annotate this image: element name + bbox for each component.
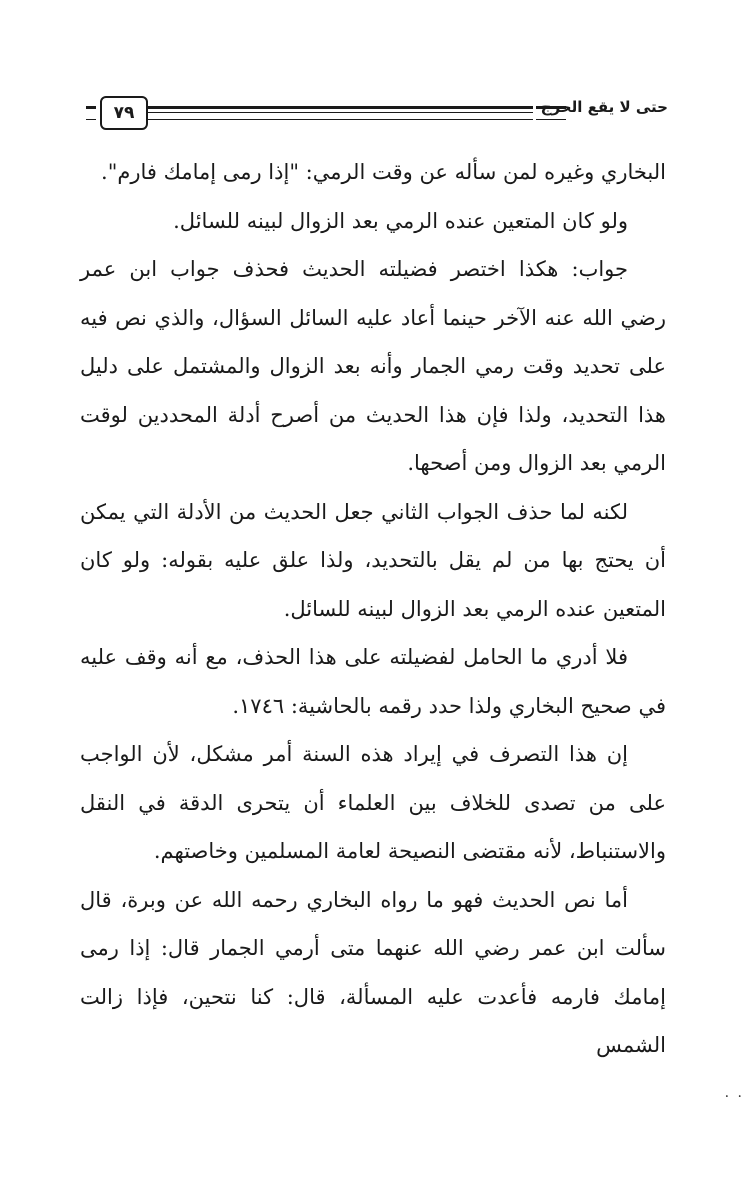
corner-mark: . . <box>724 1085 744 1101</box>
header-rule <box>148 106 533 120</box>
paragraph: فلا أدري ما الحامل لفضيلته على هذا الحذف، مع أنه وقف عليه في صحيح البخاري ولذا حدد رقمه بالحاشية: ١٧٤٦. <box>80 645 666 718</box>
page-header <box>86 96 668 132</box>
running-title: حتى لا يقع الحرج <box>540 98 668 116</box>
header-rule-left <box>86 106 96 120</box>
paragraph: أما نص الحديث فهو ما رواه البخاري رحمه الله عن وبرة، قال سألت ابن عمر رضي الله عنهما متى أرمي الجمار قال: إذا رمى إمامك فارمه فأعدت عليه المسألة، قال: كنا نتحين، فإذا زالت الشمس <box>80 887 666 1057</box>
paragraph: إن هذا التصرف في إيراد هذه السنة أمر مشكل، لأن الواجب على من تصدى للخلاف بين العلماء أن يتحرى الدقة في النقل والاستنباط، لأنه مقتضى النصيحة لعامة المسلمين وخاصتهم. <box>80 742 666 863</box>
page-number: ٧٩ <box>100 96 148 130</box>
paragraph: ولو كان المتعين عنده الرمي بعد الزوال لبينه للسائل. <box>173 208 628 233</box>
paragraph: لكنه لما حذف الجواب الثاني جعل الحديث من الأدلة التي يمكن أن يحتج بها من لم يقل بالتحديد، ولذا علق عليه بقوله: ولو كان المتعين عنده الرمي بعد الزوال لبينه للسائل. <box>80 499 666 621</box>
paragraph: البخاري وغيره لمن سأله عن وقت الرمي: "إذا رمى إمامك فارم". <box>101 160 666 184</box>
body-text <box>80 148 666 1070</box>
paragraph: جواب: هكذا اختصر فضيلته الحديث فحذف جواب ابن عمر رضي الله عنه الآخر حينما أعاد عليه السائل السؤال، والذي نص فيه على تحديد وقت رمي الجمار وأنه بعد الزوال والمشتمل على دليل هذا التحديد، ولذا فإن هذا الحديث من أصرح أدلة المحددين لوقت الرمي بعد الزوال ومن أصحها. <box>80 257 666 475</box>
